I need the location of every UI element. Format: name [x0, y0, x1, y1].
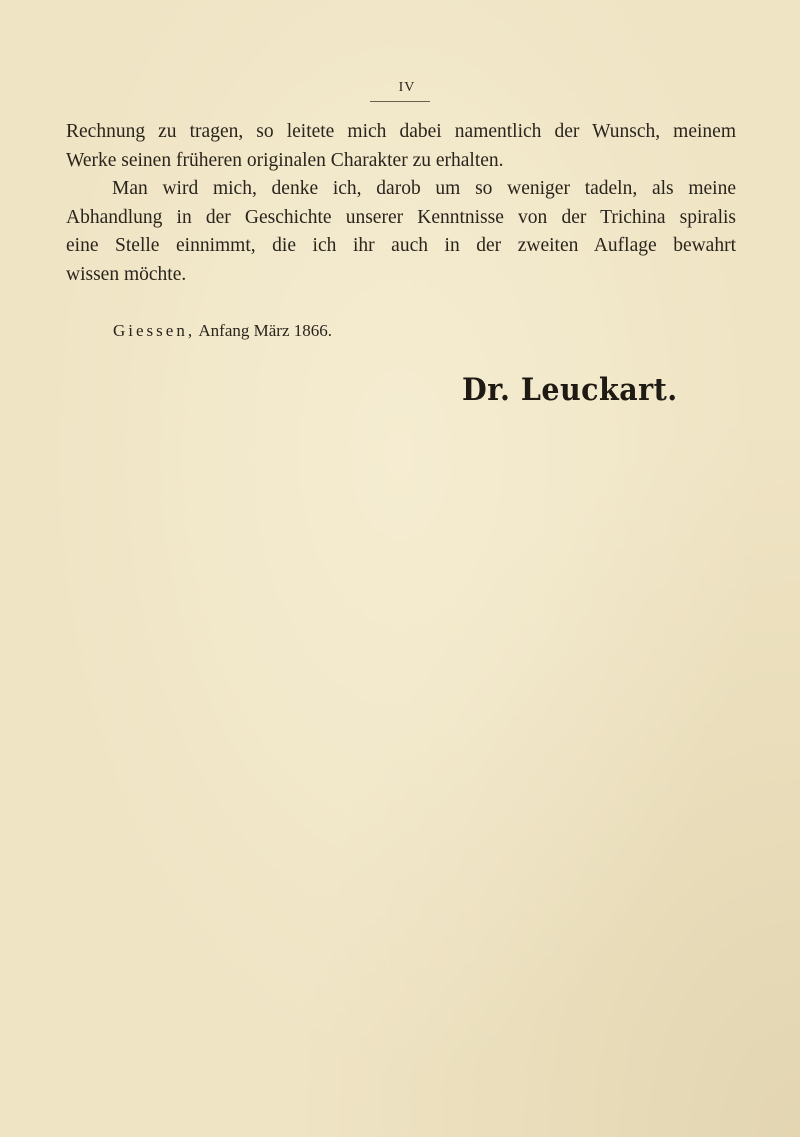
author-signature: Dr. Leuckart. [462, 372, 678, 408]
page-number: IV [398, 80, 416, 95]
paragraph-1 [66, 118, 736, 175]
text-line: Werke seinen früheren originalen Charakter zu erhalten. [66, 149, 504, 171]
text-line: wissen möchte. [66, 263, 187, 285]
dateline-date: Anfang März 1866. [198, 321, 332, 340]
header-rule [370, 101, 430, 102]
body-text [66, 118, 736, 289]
text-line: Rechnung zu tragen, so leitete mich dabei namentlich der Wunsch, meinem [66, 121, 736, 142]
dateline-city: Giessen, [113, 321, 196, 340]
dateline [113, 321, 332, 341]
text-line: Man wird mich, denke ich, darob um so weniger tadeln, als meine [112, 178, 736, 199]
text-line: Abhandlung in der Geschichte unserer Kenntnisse von der Trichina spiralis [66, 206, 736, 228]
text-line: eine Stelle einnimmt, die ich ihr auch in der zweiten Auflage bewahrt [66, 235, 736, 256]
paragraph-2 [66, 175, 736, 289]
